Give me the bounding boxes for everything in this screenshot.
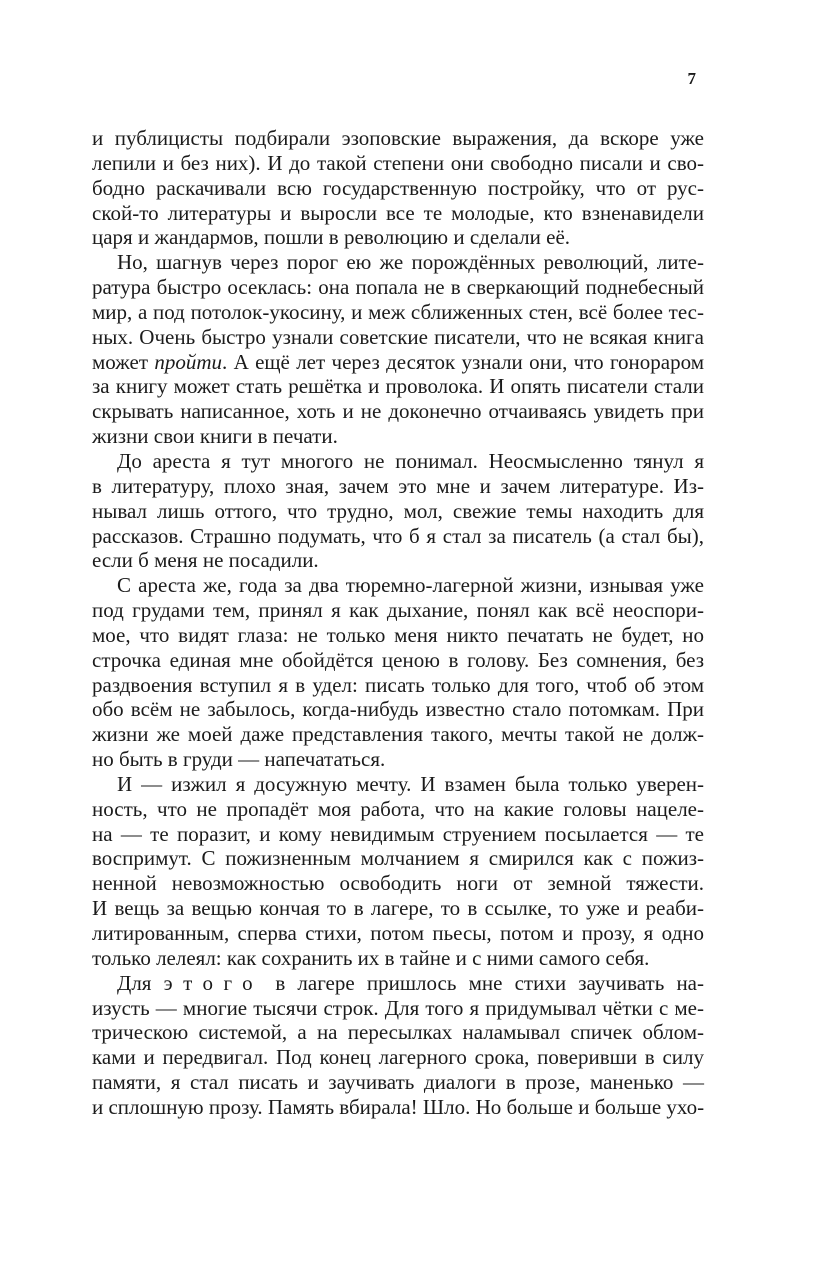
text-line: [92, 548, 704, 573]
text-segment: ратура быстро осеклась: она попала не в сверкающий поднебесный: [92, 275, 704, 300]
text-line: [92, 449, 704, 474]
paragraph: [92, 449, 704, 573]
text-line: [92, 846, 704, 871]
paragraph: [92, 250, 704, 449]
text-line: [92, 722, 704, 747]
text-line: [92, 1095, 704, 1120]
text-line: [92, 399, 704, 424]
text-line: [92, 225, 704, 250]
text-segment: под грудами тем, принял я как дыхание, понял как всё неоспори-: [92, 598, 704, 623]
text-segment: может: [92, 349, 155, 374]
text-segment: памяти, я стал писать и заучивать диалоги в прозе, маненько —: [92, 1070, 704, 1095]
text-segment: ных. Очень быстро узнали советские писатели, что не всякая книга: [92, 324, 704, 349]
text-line: [92, 275, 704, 300]
text-line: [92, 971, 704, 996]
text-segment: Но, шагнув через порог ею же порождённых революций, лите-: [117, 250, 704, 275]
text-line: [92, 648, 704, 673]
text-segment: скрывать написанное, хоть и не доконечно отчаиваясь увидеть при: [92, 399, 704, 424]
text-line: [92, 598, 704, 623]
text-segment: но быть в груди — напечататься.: [92, 747, 386, 772]
text-segment: ками и передвигал. Под конец лагерного срока, поверивши в силу: [92, 1045, 704, 1070]
text-line: [92, 946, 704, 971]
text-segment: на — те поразит, и кому невидимым струением посылается — те: [92, 821, 704, 846]
text-line: [92, 797, 704, 822]
text-segment: раздвоения вступил я в удел: писать только для того, чтоб об этом: [92, 672, 704, 697]
paragraph: [92, 126, 704, 250]
text-line: [92, 126, 704, 151]
text-segment: трическою системой, а на пересылках наламывал спичек облом-: [92, 1020, 704, 1045]
text-line: [92, 573, 704, 598]
text-line: [92, 871, 704, 896]
text-segment: Для: [117, 970, 164, 995]
text-line: [92, 921, 704, 946]
text-segment: И — изжил я досужную мечту. И взамен была только уверен-: [117, 771, 704, 796]
text-segment: ненной невозможностью освободить ноги от земной тяжести.: [92, 871, 704, 896]
text-segment: строчка единая мне обойдётся ценою в голову. Без сомнения, без: [92, 647, 704, 672]
text-line: [92, 374, 704, 399]
text-line: [92, 151, 704, 176]
text-segment: жизни свои книги в печати.: [92, 424, 338, 449]
text-line: [92, 201, 704, 226]
text-segment: только лелеял: как сохранить их в тайне и с ними самого себя.: [92, 945, 650, 970]
text-block: [92, 126, 704, 1120]
text-line: [92, 325, 704, 350]
text-line: [92, 1070, 704, 1095]
text-segment: С ареста же, года за два тюремно-лагерной жизни, изнывая уже: [117, 573, 704, 598]
paragraph: [92, 772, 704, 971]
text-segment: рассказов. Страшно подумать, что б я стал за писатель (а стал бы),: [92, 523, 704, 548]
text-line: [92, 697, 704, 722]
text-segment: если б меня не посадили.: [92, 548, 319, 573]
text-line: [92, 524, 704, 549]
text-line: [92, 300, 704, 325]
text-line: [92, 772, 704, 797]
text-line: [92, 747, 704, 772]
text-line: [92, 1020, 704, 1045]
text-line: [92, 996, 704, 1021]
text-segment: обо всём не забылось, когда-нибудь известно стало потомкам. При: [92, 697, 704, 722]
text-segment: ность, что не пропадёт моя работа, что на какие головы нацеле-: [92, 796, 704, 821]
text-segment: лепили и без них). И до такой степени они свободно писали и сво-: [92, 150, 704, 175]
text-segment: До ареста я тут многого не понимал. Неосмысленно тянул я: [117, 448, 704, 473]
text-line: [92, 822, 704, 847]
text-line: [92, 250, 704, 275]
text-segment: И вещь за вещью кончая то в лагере, то в ссылке, то уже и реаби-: [92, 896, 704, 921]
paragraph: [92, 573, 704, 772]
text-segment: литированным, сперва стихи, потом пьесы, потом и прозу, я одно: [92, 921, 704, 945]
text-segment: в литературу, плохо зная, зачем это мне и зачем литературе. Из-: [92, 473, 704, 498]
text-line: [92, 176, 704, 201]
text-segment: и публицисты подбирали эзоповские выражения, да вскоре уже: [92, 126, 704, 150]
letterspaced-text: этого: [163, 970, 264, 995]
text-segment: царя и жандармов, пошли в революцию и сделали её.: [92, 225, 571, 250]
text-line: [92, 623, 704, 648]
text-line: [92, 499, 704, 524]
text-segment: мое, что видят глаза: не только меня никто печатать не будет, но: [92, 622, 704, 647]
text-line: [92, 424, 704, 449]
text-segment: ской-то литературы и выросли все те молодые, кто взненавидели: [92, 200, 704, 225]
text-segment: изусть — многие тысячи строк. Для того я придумывал чётки с ме-: [92, 995, 704, 1020]
text-segment: . А ещё лет через десяток узнали они, что гонораром: [222, 349, 704, 374]
text-line: [92, 896, 704, 921]
page-number: 7: [687, 69, 696, 88]
text-segment: за книгу может стать решётка и проволока. И опять писатели стали: [92, 374, 704, 399]
text-segment: и сплошную прозу. Память вбирала! Шло. Но больше и больше ухо-: [92, 1094, 705, 1119]
text-segment: воспримут. С пожизненным молчанием я смирился как с пожиз-: [92, 846, 704, 871]
text-segment: мир, а под потолок-укосину, и меж сближенных стен, всё более тес-: [92, 299, 704, 324]
text-line: [92, 1045, 704, 1070]
text-segment: нывал лишь оттого, что трудно, мол, свежие темы находить для: [92, 498, 704, 523]
text-line: [92, 673, 704, 698]
paragraph: [92, 971, 704, 1120]
text-line: [92, 474, 704, 499]
text-segment: бодно раскачивали всю государственную постройку, что от рус-: [92, 175, 704, 200]
italic-text: пройти: [154, 349, 222, 374]
text-segment: в лагере пришлось мне стихи заучивать на-: [263, 970, 704, 995]
text-line: [92, 350, 704, 375]
text-segment: жизни же моей даже представления такого, мечты такой не долж-: [92, 722, 704, 747]
